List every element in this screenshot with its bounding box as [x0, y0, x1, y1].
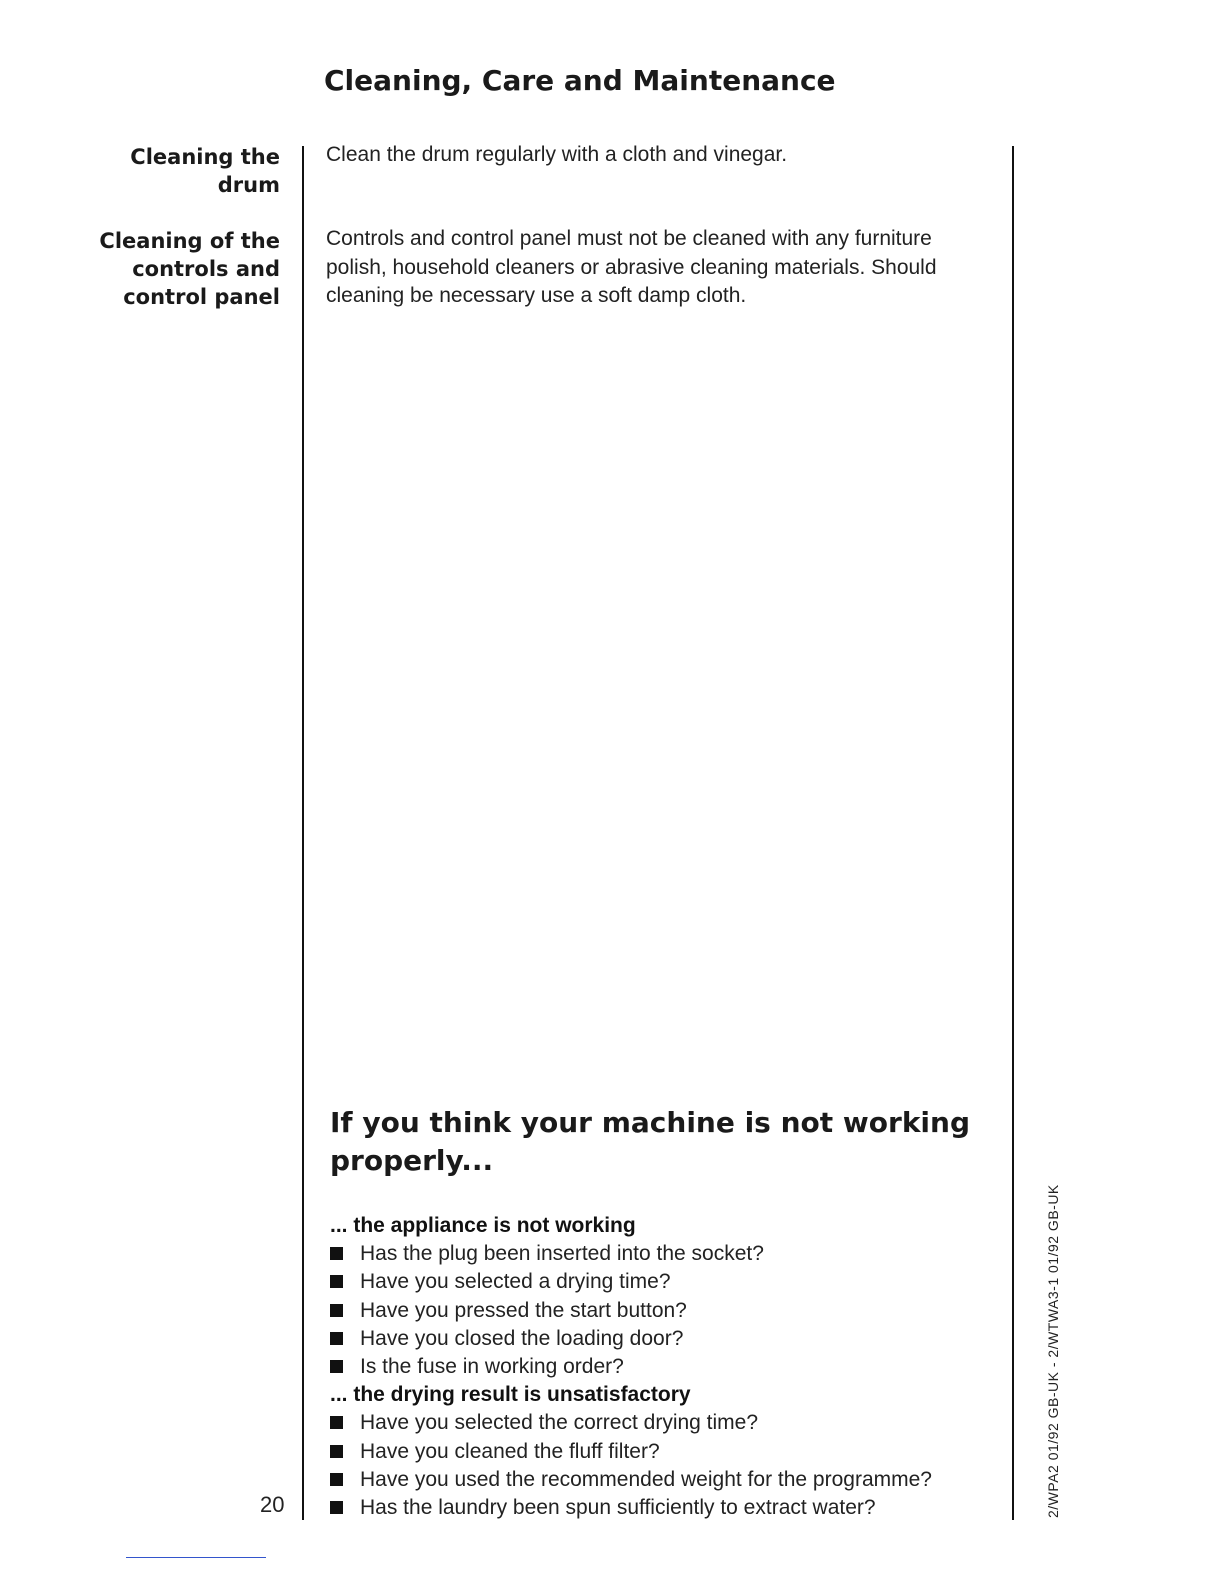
text-line: Controls and control panel must not be cleaned with any furniture	[326, 227, 932, 250]
question-text: Has the plug been inserted into the socket?	[360, 1242, 764, 1266]
heading-line: Cleaning the	[130, 145, 280, 169]
heading-cleaning-controls	[99, 227, 280, 311]
square-bullet-icon	[330, 1473, 343, 1486]
text-line: cleaning be necessary use a soft damp cloth.	[326, 284, 747, 307]
question-text: Have you closed the loading door?	[360, 1326, 684, 1350]
checklist-item	[330, 1297, 932, 1325]
checklist-item	[330, 1240, 932, 1268]
square-bullet-icon	[330, 1304, 343, 1317]
heading-cleaning-drum	[130, 143, 280, 199]
title-line: properly...	[330, 1144, 494, 1177]
troubleshooting-title	[330, 1104, 970, 1180]
heading-line: drum	[217, 173, 280, 197]
square-bullet-icon	[330, 1501, 343, 1514]
question-text: Have you used the recommended weight for the programme?	[360, 1467, 932, 1491]
footer-rule	[126, 1557, 266, 1558]
square-bullet-icon	[330, 1416, 343, 1429]
checklist-item	[330, 1325, 932, 1353]
troubleshooting-checklist	[330, 1212, 932, 1522]
question-text: Have you cleaned the fluff filter?	[360, 1439, 660, 1463]
square-bullet-icon	[330, 1360, 343, 1373]
heading-line: controls and	[132, 257, 280, 281]
text-cleaning-drum	[326, 141, 787, 170]
checklist-item	[330, 1353, 932, 1381]
heading-line: Cleaning of the	[99, 229, 280, 253]
checklist-item	[330, 1494, 932, 1522]
square-bullet-icon	[330, 1445, 343, 1458]
text-line: polish, household cleaners or abrasive cleaning materials. Should	[326, 255, 937, 279]
square-bullet-icon	[330, 1247, 343, 1260]
page-number: 20	[260, 1492, 285, 1517]
page-title: Cleaning, Care and Maintenance	[324, 64, 836, 97]
condition-not-working: ... the appliance is not working	[330, 1214, 636, 1237]
square-bullet-icon	[330, 1332, 343, 1345]
question-text: Have you pressed the start button?	[360, 1298, 687, 1322]
question-text: Have you selected the correct drying time?	[360, 1411, 759, 1435]
heading-line: control panel	[123, 285, 280, 309]
left-column-rule	[302, 146, 304, 1520]
right-column-rule	[1012, 146, 1014, 1520]
question-text: Have you selected a drying time?	[360, 1270, 671, 1294]
square-bullet-icon	[330, 1275, 343, 1288]
question-text: Is the fuse in working order?	[360, 1354, 624, 1378]
checklist-item	[330, 1438, 932, 1466]
document-code: 2/WPA2 01/92 GB-UK - 2/WTWA3-1 01/92 GB-UK	[1045, 1184, 1061, 1518]
checklist-item	[330, 1466, 932, 1494]
title-line: If you think your machine is not working	[330, 1106, 971, 1139]
checklist-item	[330, 1409, 932, 1437]
checklist-item	[330, 1268, 932, 1296]
condition-unsatisfactory: ... the drying result is unsatisfactory	[330, 1383, 691, 1407]
question-text: Has the laundry been spun sufficiently to extract water?	[360, 1495, 876, 1519]
text-line: Clean the drum regularly with a cloth and vinegar.	[326, 143, 788, 166]
text-cleaning-controls	[326, 225, 937, 311]
